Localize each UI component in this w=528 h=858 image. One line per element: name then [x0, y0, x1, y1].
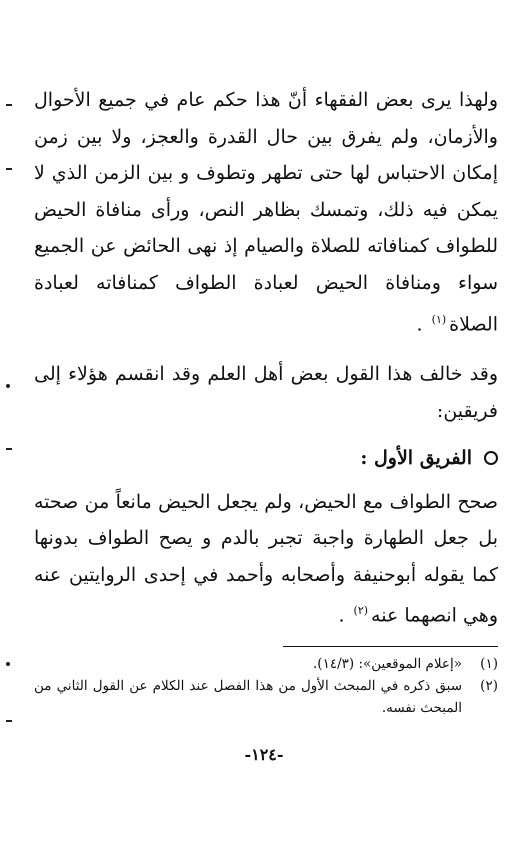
footnotes	[34, 653, 498, 719]
margin-mark	[6, 448, 12, 450]
page-body	[34, 82, 498, 719]
margin-mark	[6, 720, 12, 722]
footnote-number: (١)	[480, 656, 498, 673]
section-heading	[34, 440, 498, 476]
margin-mark	[6, 104, 12, 106]
paragraph-text: وقد خالف هذا القول بعض أهل العلم وقد انقسم هؤلاء إلى فريقين:	[34, 363, 498, 423]
margin-mark	[6, 168, 12, 170]
footnote-ref: (١)	[431, 312, 447, 326]
footnote-divider	[283, 646, 498, 647]
footnote-number: (٢)	[480, 678, 498, 695]
paragraph	[34, 356, 498, 429]
paragraph-text: ولهذا يرى بعض الفقهاء أنّ هذا حكم عام في جميع الأحوال والأزمان، ولم يفرق بين حال القدرة والعجز، ولا بين زمن إمكان الاحتباس لها حتى تطهر وتطوف و بين الزمن الذي لا يمكن فيه ذلك، وتمسك بظاهر النص، ورأى منافاة الحيض للطواف كمنافاته للصلاة والصيام إذ نهى الحائض عن الجميع سواء ومنافاة الحيض لعبادة الطواف كمنافاته لعبادة الصلاة	[34, 89, 498, 335]
footnote-text: «إعلام الموقعين»: (١٤/٣).	[313, 656, 462, 673]
heading-text: الفريق الأول :	[360, 446, 472, 469]
footnote-ref: (٢)	[353, 604, 369, 618]
footnote	[34, 653, 498, 675]
margin-mark	[6, 662, 10, 666]
paragraph: صحح الطواف مع الحيض، ولم يجعل الحيض مانعاً من صحته بل جعل الطهارة واجبة تجبر بالدم و يصح الطواف بدونها كما يقوله أبوحنيفة وأصحابه وأحمد في إحدى الروايتين عنه وهي انصهما عنه$^{(٢)}$ .	[34, 490, 498, 627]
paragraph-text: صحح الطواف مع الحيض، ولم يجعل الحيض مانعاً من صحته بل جعل الطهارة واجبة تجبر بالدم و يصح الطواف بدونها كما يقوله أبوحنيفة وأصحابه وأحمد في إحدى الروايتين عنه وهي انصهما عنه	[34, 490, 498, 627]
circle-bullet-icon	[484, 451, 498, 465]
page-number: -١٢٤-	[244, 745, 284, 764]
footnote	[34, 675, 498, 719]
footnote-text: سبق ذكره في المبحث الأول من هذا الفصل عند الكلام عن القول الثاني من المبحث نفسه.	[34, 678, 462, 717]
paragraph: ولهذا يرى بعض الفقهاء أنّ هذا حكم عام في جميع الأحوال والأزمان، ولم يفرق بين حال القدرة والعجز، ولا بين زمن إمكان الاحتباس لها حتى تطهر وتطوف و بين الزمن الذي لا يمكن فيه ذلك، وتمسك بظاهر النص، ورأى منافاة الحيض للطواف كمنافاته للصلاة والصيام إذ نهى الحائض عن الجميع سواء ومنافاة الحيض لعبادة الطواف كمنافاته لعبادة الصلاة$^{(١)}$ .	[34, 89, 498, 335]
margin-mark	[6, 384, 10, 388]
